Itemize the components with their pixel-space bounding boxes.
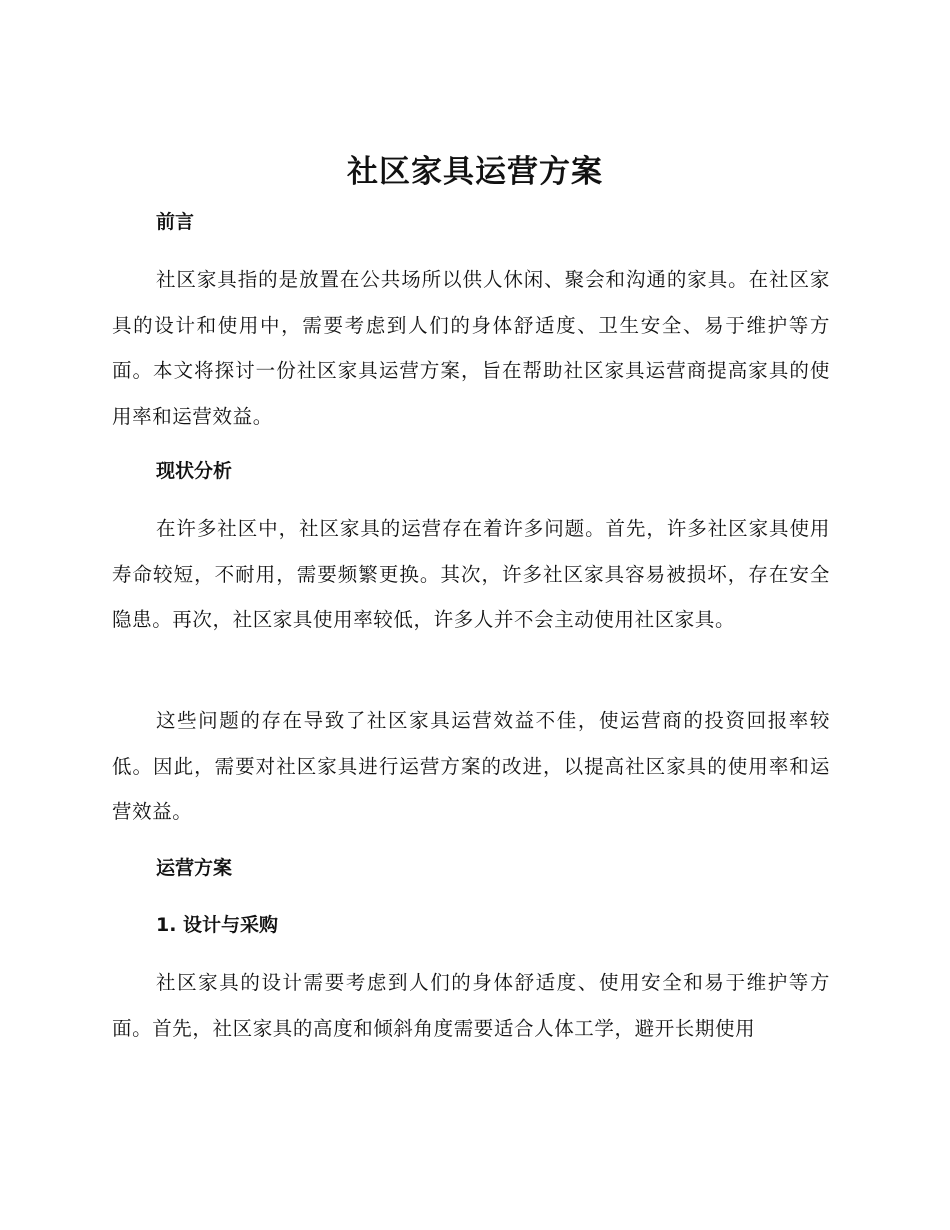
section-heading-preface: 前言 <box>156 211 195 233</box>
section-heading-plan: 运营方案 <box>156 857 233 879</box>
document-title: 社区家具运营方案 <box>347 154 603 190</box>
paragraph-design-procurement: 社区家具的设计需要考虑到人们的身体舒适度、使用安全和易于维护等方面。首先，社区家具的高度和倾斜角度需要适合人体工学，避开长期使用 <box>112 971 830 1040</box>
section-heading-status: 现状分析 <box>156 460 233 482</box>
paragraph-preface: 社区家具指的是放置在公共场所以供人休闲、聚会和沟通的家具。在社区家具的设计和使用中，需要考虑到人们的身体舒适度、卫生安全、易于维护等方面。本文将探讨一份社区家具运营方案，旨在帮助社区家具运营商提高家具的使用率和运营效益。 <box>112 268 830 428</box>
paragraph-status-problems: 在许多社区中，社区家具的运营存在着许多问题。首先，许多社区家具使用寿命较短，不耐用，需要频繁更换。其次，许多社区家具容易被损坏，存在安全隐患。再次，社区家具使用率较低，许多人并不会主动使用社区家具。 <box>112 517 830 631</box>
subsection-heading-design-procurement: 1. 设计与采购 <box>156 914 279 936</box>
paragraph-status-impact: 这些问题的存在导致了社区家具运营效益不佳，使运营商的投资回报率较低。因此，需要对社区家具进行运营方案的改进，以提高社区家具的使用率和运营效益。 <box>112 709 830 823</box>
